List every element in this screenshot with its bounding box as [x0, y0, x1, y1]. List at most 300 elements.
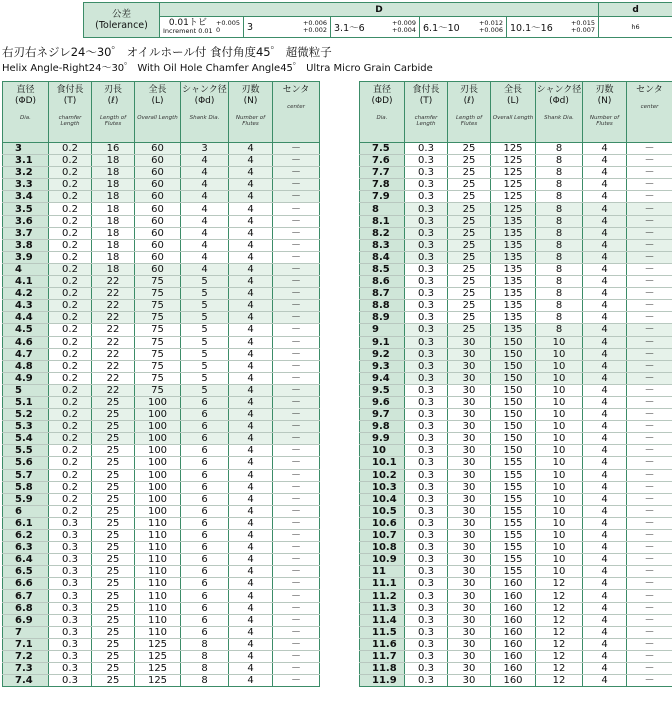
column-header-en: Length of Flutes [455, 115, 483, 127]
cell-center: － [627, 566, 672, 578]
table-row [3, 530, 320, 542]
cell-diameter: 3.5 [3, 203, 49, 215]
cell-shank-diameter: 10 [536, 396, 583, 408]
table-row [3, 493, 320, 505]
cell-shank-diameter: 5 [181, 288, 229, 300]
cell-flutes: 4 [583, 143, 627, 155]
cell-chamfer-length: 0.3 [49, 675, 92, 687]
column-header-en: Dia. [20, 115, 31, 121]
cell-diameter: 3.1 [3, 155, 49, 167]
cell-flute-length: 25 [92, 493, 135, 505]
table-row [3, 517, 320, 529]
cell-overall-length: 155 [491, 469, 536, 481]
cell-chamfer-length: 0.2 [49, 372, 92, 384]
cell-flutes: 4 [583, 179, 627, 191]
cell-diameter: 9.3 [360, 360, 405, 372]
cell-flute-length: 25 [448, 167, 491, 179]
cell-flutes: 4 [583, 602, 627, 614]
cell-shank-diameter: 5 [181, 312, 229, 324]
tolerance-step-cell [160, 17, 244, 38]
spec-table-right [359, 81, 672, 687]
cell-diameter: 8.1 [360, 215, 405, 227]
spec-header-row [3, 82, 320, 143]
cell-chamfer-length: 0.2 [49, 348, 92, 360]
cell-chamfer-length: 0.3 [405, 191, 448, 203]
cell-overall-length: 135 [491, 300, 536, 312]
cell-center: － [627, 663, 672, 675]
cell-center: － [627, 155, 672, 167]
cell-diameter: 5.2 [3, 409, 49, 421]
cell-flute-length: 18 [92, 263, 135, 275]
column-header [92, 82, 135, 143]
cell-flute-length: 18 [92, 227, 135, 239]
cell-flutes: 4 [583, 239, 627, 251]
cell-center: － [273, 360, 320, 372]
table-row [360, 590, 672, 602]
column-header-symbol: (ΦD) [371, 96, 393, 106]
cell-chamfer-length: 0.3 [405, 626, 448, 638]
cell-shank-diameter: 10 [536, 505, 583, 517]
cell-flutes: 4 [583, 457, 627, 469]
cell-diameter: 9.7 [360, 409, 405, 421]
cell-flute-length: 25 [92, 505, 135, 517]
table-row [3, 638, 320, 650]
cell-overall-length: 75 [135, 276, 181, 288]
cell-flute-length: 25 [92, 445, 135, 457]
cell-flutes: 4 [229, 650, 273, 662]
cell-flute-length: 22 [92, 288, 135, 300]
cell-shank-diameter: 8 [536, 143, 583, 155]
column-header-en: Number of Flutes [235, 115, 266, 127]
cell-overall-length: 160 [491, 614, 536, 626]
table-row [360, 481, 672, 493]
cell-overall-length: 160 [491, 638, 536, 650]
cell-chamfer-length: 0.3 [405, 638, 448, 650]
cell-flutes: 4 [583, 336, 627, 348]
cell-flutes: 4 [583, 663, 627, 675]
cell-chamfer-length: 0.3 [405, 215, 448, 227]
cell-center: － [627, 517, 672, 529]
cell-center: － [627, 251, 672, 263]
column-header-symbol: (L) [506, 96, 520, 106]
cell-diameter: 9.8 [360, 421, 405, 433]
cell-chamfer-length: 0.2 [49, 457, 92, 469]
table-row [360, 312, 672, 324]
table-row [360, 602, 672, 614]
cell-center: － [627, 530, 672, 542]
cell-flutes: 4 [583, 481, 627, 493]
cell-overall-length: 150 [491, 433, 536, 445]
table-row [3, 626, 320, 638]
cell-overall-length: 75 [135, 384, 181, 396]
cell-overall-length: 100 [135, 396, 181, 408]
cell-overall-length: 160 [491, 663, 536, 675]
cell-center: － [273, 336, 320, 348]
cell-flutes: 4 [583, 445, 627, 457]
cell-flutes: 4 [229, 396, 273, 408]
cell-diameter: 11.9 [360, 675, 405, 687]
column-header-jp: センタ [636, 85, 663, 95]
cell-chamfer-length: 0.3 [405, 421, 448, 433]
cell-chamfer-length: 0.2 [49, 288, 92, 300]
cell-shank-diameter: 8 [536, 239, 583, 251]
cell-overall-length: 100 [135, 481, 181, 493]
table-row [360, 336, 672, 348]
cell-overall-length: 155 [491, 517, 536, 529]
cell-overall-length: 150 [491, 384, 536, 396]
cell-center: － [273, 324, 320, 336]
cell-chamfer-length: 0.2 [49, 239, 92, 251]
cell-diameter: 3.6 [3, 215, 49, 227]
table-row [360, 469, 672, 481]
cell-flutes: 4 [583, 312, 627, 324]
tolerance-range: 3.1～6 [334, 23, 365, 34]
cell-overall-length: 60 [135, 191, 181, 203]
cell-shank-diameter: 6 [181, 481, 229, 493]
cell-flute-length: 25 [92, 602, 135, 614]
cell-shank-diameter: 6 [181, 469, 229, 481]
cell-flute-length: 18 [92, 251, 135, 263]
cell-flutes: 4 [229, 191, 273, 203]
cell-chamfer-length: 0.3 [49, 602, 92, 614]
cell-flute-length: 25 [448, 227, 491, 239]
cell-diameter: 4.3 [3, 300, 49, 312]
cell-diameter: 10.1 [360, 457, 405, 469]
cell-center: － [273, 251, 320, 263]
cell-flutes: 4 [229, 638, 273, 650]
table-row [3, 566, 320, 578]
cell-overall-length: 100 [135, 493, 181, 505]
cell-diameter: 7.7 [360, 167, 405, 179]
cell-center: － [273, 602, 320, 614]
cell-shank-diameter: 10 [536, 481, 583, 493]
table-row [3, 324, 320, 336]
column-header-jp: センタ [282, 85, 310, 95]
cell-flute-length: 25 [448, 312, 491, 324]
cell-flute-length: 25 [92, 626, 135, 638]
cell-diameter: 3 [3, 143, 49, 155]
cell-diameter: 10.3 [360, 481, 405, 493]
cell-chamfer-length: 0.3 [405, 263, 448, 275]
table-row [360, 626, 672, 638]
cell-overall-length: 75 [135, 372, 181, 384]
cell-flute-length: 22 [92, 312, 135, 324]
table-row [3, 215, 320, 227]
cell-flutes: 4 [583, 614, 627, 626]
cell-center: － [273, 530, 320, 542]
cell-overall-length: 110 [135, 626, 181, 638]
cell-flutes: 4 [583, 530, 627, 542]
table-row [360, 191, 672, 203]
cell-diameter: 6.6 [3, 578, 49, 590]
table-row [360, 578, 672, 590]
cell-center: － [273, 372, 320, 384]
cell-chamfer-length: 0.2 [49, 396, 92, 408]
cell-shank-diameter: 10 [536, 372, 583, 384]
cell-shank-diameter: 6 [181, 542, 229, 554]
table-row [3, 167, 320, 179]
cell-chamfer-length: 0.2 [49, 324, 92, 336]
cell-shank-diameter: 10 [536, 517, 583, 529]
cell-flute-length: 18 [92, 239, 135, 251]
cell-flute-length: 30 [448, 433, 491, 445]
cell-overall-length: 100 [135, 433, 181, 445]
cell-shank-diameter: 8 [181, 663, 229, 675]
cell-flute-length: 25 [448, 251, 491, 263]
cell-flute-length: 30 [448, 626, 491, 638]
table-row [360, 324, 672, 336]
cell-chamfer-length: 0.3 [405, 360, 448, 372]
column-header [583, 82, 627, 143]
cell-flutes: 4 [229, 614, 273, 626]
cell-chamfer-length: 0.3 [49, 638, 92, 650]
cell-flute-length: 30 [448, 602, 491, 614]
cell-flute-length: 30 [448, 457, 491, 469]
cell-overall-length: 125 [491, 167, 536, 179]
cell-shank-diameter: 12 [536, 650, 583, 662]
cell-diameter: 8.7 [360, 288, 405, 300]
table-row [3, 179, 320, 191]
cell-center: － [627, 227, 672, 239]
cell-diameter: 9 [360, 324, 405, 336]
cell-diameter: 4.9 [3, 372, 49, 384]
cell-overall-length: 155 [491, 505, 536, 517]
cell-chamfer-length: 0.2 [49, 179, 92, 191]
cell-chamfer-length: 0.3 [405, 650, 448, 662]
cell-shank-diameter: 8 [536, 300, 583, 312]
cell-overall-length: 125 [135, 675, 181, 687]
cell-diameter: 6.9 [3, 614, 49, 626]
cell-overall-length: 100 [135, 469, 181, 481]
cell-center: － [273, 384, 320, 396]
cell-flutes: 4 [229, 409, 273, 421]
cell-flutes: 4 [583, 421, 627, 433]
cell-shank-diameter: 12 [536, 578, 583, 590]
table-row [360, 517, 672, 529]
cell-chamfer-length: 0.3 [405, 481, 448, 493]
cell-diameter: 10.5 [360, 505, 405, 517]
cell-diameter: 4.6 [3, 336, 49, 348]
cell-overall-length: 160 [491, 602, 536, 614]
table-row [360, 251, 672, 263]
column-header [3, 82, 49, 143]
table-row [3, 396, 320, 408]
cell-chamfer-length: 0.2 [49, 300, 92, 312]
column-header-jp: 食付長 [56, 85, 84, 95]
column-header-en: chamfer Length [414, 115, 438, 127]
cell-chamfer-length: 0.3 [49, 566, 92, 578]
cell-shank-diameter: 8 [536, 263, 583, 275]
cell-flutes: 4 [229, 143, 273, 155]
cell-flute-length: 25 [92, 554, 135, 566]
cell-center: － [627, 372, 672, 384]
cell-shank-diameter: 8 [536, 227, 583, 239]
cell-diameter: 6.3 [3, 542, 49, 554]
cell-flutes: 4 [229, 300, 273, 312]
cell-flutes: 4 [583, 215, 627, 227]
cell-shank-diameter: 8 [181, 638, 229, 650]
cell-center: － [273, 445, 320, 457]
cell-flutes: 4 [583, 469, 627, 481]
tolerance-upper: +0.015 [570, 19, 596, 27]
cell-shank-diameter: 6 [181, 517, 229, 529]
cell-flute-length: 30 [448, 663, 491, 675]
cell-overall-length: 125 [135, 663, 181, 675]
column-header [229, 82, 273, 143]
cell-flute-length: 30 [448, 517, 491, 529]
column-header [49, 82, 92, 143]
cell-shank-diameter: 6 [181, 566, 229, 578]
cell-flutes: 4 [583, 227, 627, 239]
cell-flutes: 4 [229, 384, 273, 396]
cell-flutes: 4 [583, 578, 627, 590]
cell-overall-length: 150 [491, 421, 536, 433]
cell-shank-diameter: 10 [536, 421, 583, 433]
table-row [360, 179, 672, 191]
tolerance-upper: +0.006 [302, 19, 327, 27]
cell-flutes: 4 [583, 167, 627, 179]
tolerance-label-en: (Tolerance) [95, 20, 148, 31]
cell-shank-diameter: 6 [181, 578, 229, 590]
cell-shank-diameter: 4 [181, 155, 229, 167]
cell-flute-length: 22 [92, 348, 135, 360]
cell-flutes: 4 [229, 324, 273, 336]
cell-overall-length: 110 [135, 530, 181, 542]
cell-flute-length: 30 [448, 638, 491, 650]
cell-flutes: 4 [229, 227, 273, 239]
cell-overall-length: 60 [135, 215, 181, 227]
cell-chamfer-length: 0.3 [405, 384, 448, 396]
cell-flutes: 4 [583, 288, 627, 300]
cell-overall-length: 110 [135, 602, 181, 614]
cell-overall-length: 160 [491, 590, 536, 602]
cell-flute-length: 30 [448, 445, 491, 457]
column-header-en: chamfer Length [58, 115, 82, 127]
cell-flutes: 4 [229, 517, 273, 529]
column-header-jp: 直径 [372, 85, 391, 95]
table-row [360, 143, 672, 155]
cell-overall-length: 135 [491, 239, 536, 251]
cell-flutes: 4 [583, 263, 627, 275]
cell-chamfer-length: 0.2 [49, 276, 92, 288]
cell-flutes: 4 [583, 566, 627, 578]
table-row [3, 457, 320, 469]
cell-center: － [273, 396, 320, 408]
cell-overall-length: 160 [491, 578, 536, 590]
table-row [360, 505, 672, 517]
cell-shank-diameter: 6 [181, 445, 229, 457]
tolerance-d-value [599, 17, 672, 38]
cell-flute-length: 22 [92, 324, 135, 336]
column-header-jp: 刃長 [103, 85, 122, 95]
cell-flutes: 4 [229, 590, 273, 602]
table-row [3, 191, 320, 203]
cell-flute-length: 30 [448, 469, 491, 481]
table-row [3, 469, 320, 481]
cell-chamfer-length: 0.3 [405, 167, 448, 179]
cell-shank-diameter: 10 [536, 566, 583, 578]
column-header-symbol: (Φd) [194, 96, 215, 106]
cell-flutes: 4 [583, 650, 627, 662]
column-header-jp: 刃長 [459, 85, 478, 95]
cell-shank-diameter: 8 [536, 324, 583, 336]
cell-flutes: 4 [583, 409, 627, 421]
cell-shank-diameter: 6 [181, 554, 229, 566]
tolerance-range-cell [331, 17, 420, 38]
cell-chamfer-length: 0.3 [405, 457, 448, 469]
table-row [3, 542, 320, 554]
cell-shank-diameter: 10 [536, 384, 583, 396]
cell-flute-length: 25 [448, 143, 491, 155]
cell-overall-length: 135 [491, 251, 536, 263]
cell-overall-length: 135 [491, 276, 536, 288]
cell-chamfer-length: 0.3 [49, 626, 92, 638]
table-row [360, 239, 672, 251]
cell-flute-length: 25 [92, 421, 135, 433]
cell-overall-length: 110 [135, 614, 181, 626]
column-header-symbol: (ℓ) [463, 96, 475, 106]
cell-shank-diameter: 8 [536, 276, 583, 288]
cell-chamfer-length: 0.3 [405, 336, 448, 348]
cell-diameter: 7 [3, 626, 49, 638]
cell-flute-length: 25 [92, 396, 135, 408]
table-row [3, 300, 320, 312]
cell-shank-diameter: 10 [536, 530, 583, 542]
table-row [360, 360, 672, 372]
cell-center: － [273, 505, 320, 517]
cell-center: － [273, 203, 320, 215]
cell-flute-length: 30 [448, 650, 491, 662]
table-row [360, 203, 672, 215]
column-header-symbol: (Φd) [549, 96, 569, 106]
cell-flutes: 4 [583, 276, 627, 288]
cell-shank-diameter: 8 [536, 167, 583, 179]
cell-chamfer-length: 0.2 [49, 191, 92, 203]
column-header-en: center [287, 104, 305, 110]
tolerance-range: 6.1～10 [423, 23, 460, 34]
column-header-jp: 直径 [16, 85, 35, 95]
cell-chamfer-length: 0.3 [405, 276, 448, 288]
cell-chamfer-length: 0.3 [405, 396, 448, 408]
cell-shank-diameter: 5 [181, 324, 229, 336]
cell-diameter: 5.3 [3, 421, 49, 433]
cell-chamfer-length: 0.2 [49, 384, 92, 396]
table-row [360, 263, 672, 275]
cell-chamfer-length: 0.3 [405, 445, 448, 457]
cell-overall-length: 110 [135, 554, 181, 566]
tolerance-range-cell [244, 17, 331, 38]
cell-overall-length: 75 [135, 348, 181, 360]
table-row [360, 227, 672, 239]
cell-diameter: 6 [3, 505, 49, 517]
cell-center: － [627, 481, 672, 493]
column-header-jp: 食付長 [412, 85, 440, 95]
cell-flutes: 4 [583, 493, 627, 505]
cell-diameter: 4.4 [3, 312, 49, 324]
cell-chamfer-length: 0.3 [49, 554, 92, 566]
cell-center: － [627, 263, 672, 275]
cell-flutes: 4 [229, 239, 273, 251]
cell-diameter: 5.9 [3, 493, 49, 505]
cell-shank-diameter: 12 [536, 675, 583, 687]
cell-chamfer-length: 0.2 [49, 360, 92, 372]
table-row [3, 675, 320, 687]
cell-chamfer-length: 0.3 [405, 300, 448, 312]
cell-overall-length: 110 [135, 566, 181, 578]
cell-shank-diameter: 5 [181, 276, 229, 288]
cell-center: － [627, 191, 672, 203]
cell-shank-diameter: 4 [181, 251, 229, 263]
